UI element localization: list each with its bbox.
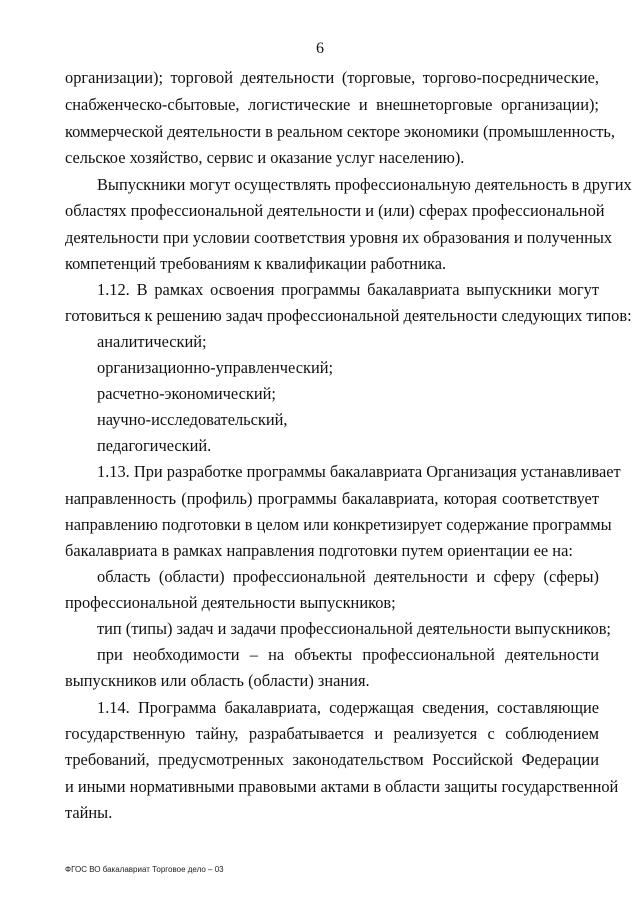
text-line: сельское хозяйство, сервис и оказание услуг населению). [65, 148, 465, 167]
list-item: организационно-управленческий; [97, 358, 334, 377]
text-line: коммерческой деятельности в реальном секторе экономики (промышленность, [65, 122, 615, 141]
list-item: научно-исследовательский, [97, 410, 288, 429]
list-item: аналитический; [97, 332, 207, 351]
text-line: Выпускники могут осуществлять профессиональную деятельность в других [97, 175, 632, 194]
text-line: организации); торговой деятельности (торговые, торгово-посреднические, [65, 68, 599, 87]
text-line: требований, предусмотренных законодательством Российской Федерации [65, 750, 599, 769]
text-line: 1.13. При разработке программы бакалавриата Организация устанавливает [97, 462, 621, 481]
text-line: профессиональной деятельности выпускников; [65, 593, 396, 612]
text-line: область (области) профессиональной деятельности и сферу (сферы) [97, 567, 599, 586]
list-item: расчетно-экономический; [97, 384, 276, 403]
text-line: 1.14. Программа бакалавриата, содержащая сведения, составляющие [97, 698, 599, 717]
list-item: педагогический. [97, 436, 212, 455]
text-line: областях профессиональной деятельности и (или) сферах профессиональной [65, 201, 605, 220]
text-line: и иными нормативными правовыми актами в области защиты государственной [65, 777, 619, 796]
text-line: направленность (профиль) программы бакалавриата, которая соответствует [65, 489, 599, 508]
page-number: 6 [316, 40, 324, 57]
text-line: государственную тайну, разрабатывается и реализуется с соблюдением [65, 724, 599, 743]
text-line: деятельности при условии соответствия уровня их образования и полученных [65, 228, 613, 247]
text-line: готовиться к решению задач профессиональной деятельности следующих типов: [65, 306, 632, 325]
text-line: снабженческо-сбытовые, логистические и внешнеторговые организации); [65, 95, 599, 114]
text-line: компетенций требованиям к квалификации работника. [65, 254, 447, 273]
text-line: при необходимости – на объекты профессиональной деятельности [97, 645, 599, 664]
text-line: бакалавриата в рамках направления подготовки путем ориентации ее на: [65, 541, 573, 560]
footer-text: ФГОС ВО бакалавриат Торговое дело – 03 [65, 865, 224, 874]
text-line: тип (типы) задач и задачи профессиональной деятельности выпускников; [97, 619, 611, 638]
text-line: 1.12. В рамках освоения программы бакалавриата выпускники могут [97, 280, 599, 299]
text-line: выпускников или область (области) знания. [65, 671, 370, 690]
text-line: направлению подготовки в целом или конкретизирует содержание программы [65, 515, 612, 534]
text-line: тайны. [65, 803, 113, 822]
